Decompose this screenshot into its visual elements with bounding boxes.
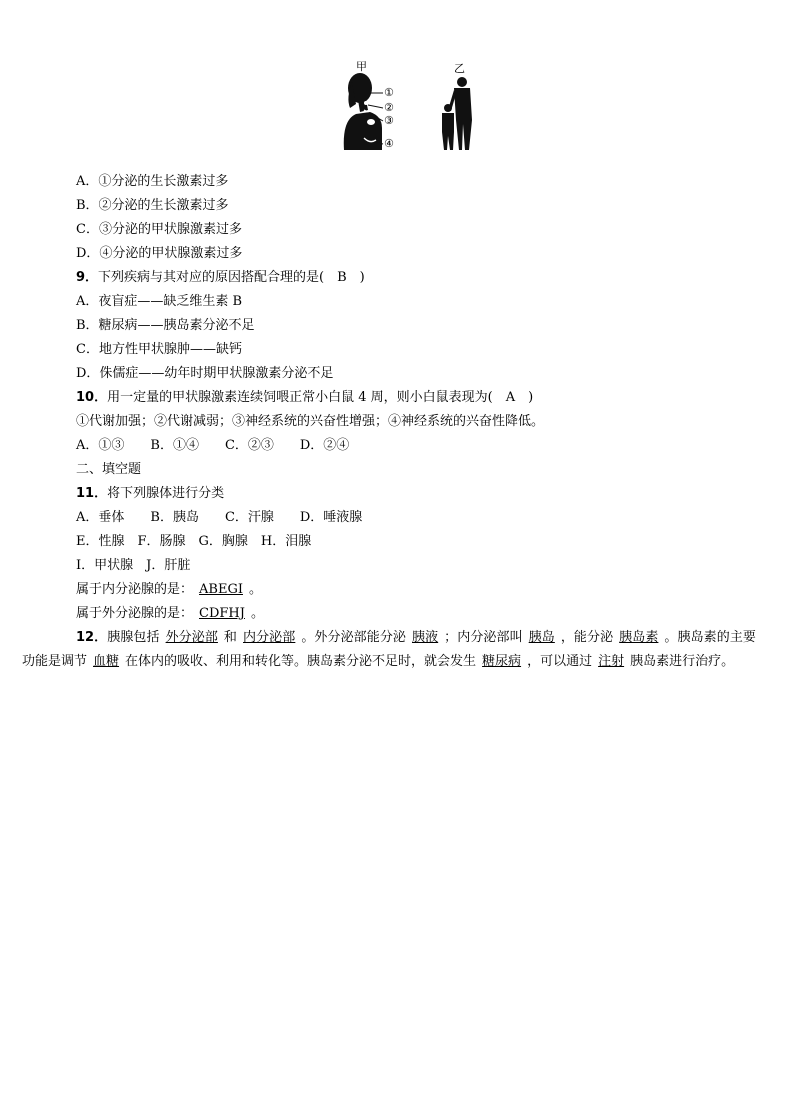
q11-exocrine-answer: CDFHJ <box>199 606 245 621</box>
q10-statements: ①代谢加强；②代谢减弱；③神经系统的兴奋性增强；④神经系统的兴奋性降低。 <box>76 414 545 429</box>
q11-endocrine-answer: ABEGI <box>199 582 243 597</box>
q12-answer-4: 胰岛 <box>528 630 555 645</box>
short-person-silhouette <box>442 104 454 150</box>
q11-endocrine-line <box>76 578 756 602</box>
q12-text-2: 和 <box>223 630 238 645</box>
marker-1: ① <box>384 86 394 99</box>
q12-answer-8: 注射 <box>598 654 625 669</box>
q11-stem: 将下列腺体进行分类 <box>107 486 225 501</box>
q12-paragraph <box>22 626 756 674</box>
q9-stem-line <box>76 266 756 290</box>
q12-answer-1: 外分泌部 <box>165 630 218 645</box>
q11-endocrine-suffix: 。 <box>248 582 262 597</box>
q11-number: 11． <box>76 486 108 501</box>
q11-row-2: E．性腺 F．肠腺 G．胸腺 H．泪腺 <box>76 534 312 549</box>
q8-option-d: D．④分泌的甲状腺激素过多 <box>76 246 243 261</box>
q9-number: 9． <box>76 270 99 285</box>
q12-text-5: ，能分泌 <box>560 630 614 645</box>
q12-text-8: ，可以通过 <box>527 654 593 669</box>
marker-2: ② <box>384 101 394 114</box>
worksheet-content <box>22 170 756 674</box>
q12-text-6: 。胰岛素的主要功能是调节 <box>22 630 756 669</box>
q8-option-c: C．③分泌的甲状腺激素过多 <box>76 222 242 237</box>
q12-answer-5: 胰岛素 <box>619 630 659 645</box>
q10-number: 10． <box>76 390 108 405</box>
q12-text-3: 。外分泌部能分泌 <box>301 630 406 645</box>
q12-answer-7: 糖尿病 <box>482 654 522 669</box>
q9-stem: 下列疾病与其对应的原因搭配合理的是( B ) <box>98 270 365 285</box>
section-title-fill-in: 二、填空题 <box>76 462 142 477</box>
woman-silhouette <box>344 73 382 150</box>
hormone-figure <box>338 58 488 156</box>
q12-answer-3: 胰液 <box>412 630 439 645</box>
figure-label-jia: 甲 <box>356 60 367 73</box>
q11-endocrine-prefix: 属于内分泌腺的是： <box>76 582 194 597</box>
q11-row-1: A．垂体 B．胰岛 C．汗腺 D．唾液腺 <box>76 510 363 525</box>
q9-option-d: D．侏儒症——幼年时期甲状腺激素分泌不足 <box>76 366 334 381</box>
q12-text-7: 在体内的吸收、利用和转化等。胰岛素分泌不足时，就会发生 <box>125 654 477 669</box>
q9-option-c: C．地方性甲状腺肿——缺钙 <box>76 342 242 357</box>
marker-4: ④ <box>384 137 394 150</box>
q10-options: A．①③ B．①④ C．②③ D．②④ <box>76 438 350 453</box>
q12-answer-6: 血糖 <box>93 654 120 669</box>
q12-answer-2: 内分泌部 <box>243 630 296 645</box>
q8-option-b: B．②分泌的生长激素过多 <box>76 198 229 213</box>
q11-stem-line <box>76 482 756 506</box>
marker-3: ③ <box>384 114 394 127</box>
q9-option-b: B．糖尿病——胰岛素分泌不足 <box>76 318 255 333</box>
q12-number: 12． <box>76 630 108 645</box>
q11-exocrine-prefix: 属于外分泌腺的是： <box>76 606 194 621</box>
figure-label-yi: 乙 <box>454 62 465 75</box>
q12-text-1: 胰腺包括 <box>107 630 160 645</box>
q11-exocrine-line <box>76 602 756 626</box>
q10-stem-line <box>76 386 756 410</box>
q12-text-9: 胰岛素进行治疗。 <box>630 654 735 669</box>
q11-row-3: I．甲状腺 J．肝脏 <box>76 558 191 573</box>
q9-option-a: A．夜盲症——缺乏维生素 B <box>76 294 243 309</box>
q12-text-4: ；内分泌部叫 <box>444 630 523 645</box>
q11-exocrine-suffix: 。 <box>250 606 264 621</box>
q10-stem: 用一定量的甲状腺激素连续饲喂正常小白鼠 4 周，则小白鼠表现为( A ) <box>107 390 534 405</box>
q8-option-a: A．①分泌的生长激素过多 <box>76 174 229 189</box>
